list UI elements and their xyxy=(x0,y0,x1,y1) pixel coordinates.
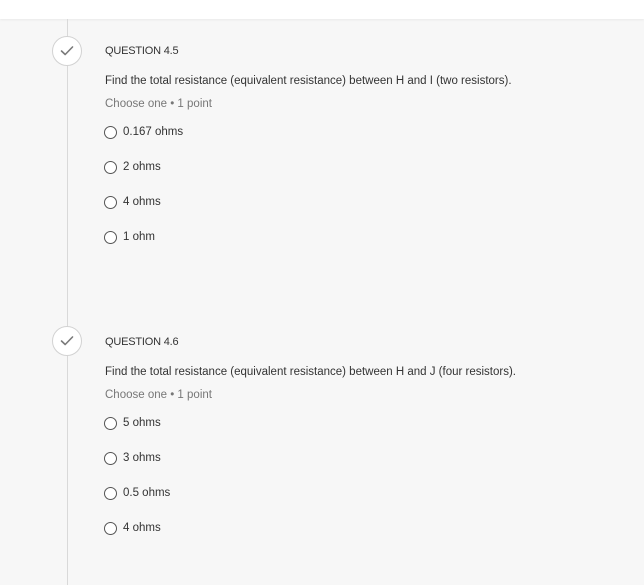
option-label: 2 ohms xyxy=(123,161,161,173)
radio-button[interactable] xyxy=(104,522,117,535)
option-4-ohms[interactable] xyxy=(104,193,161,211)
answered-check-icon xyxy=(52,326,82,356)
option-3-ohms[interactable] xyxy=(104,449,161,467)
radio-button[interactable] xyxy=(104,196,117,209)
option-0-5-ohms[interactable] xyxy=(104,484,170,502)
option-label: 4 ohms xyxy=(123,196,161,208)
radio-button[interactable] xyxy=(104,417,117,430)
option-label: 1 ohm xyxy=(123,231,155,243)
option-label: 5 ohms xyxy=(123,417,161,429)
option-5-ohms[interactable] xyxy=(104,414,161,432)
option-label: 3 ohms xyxy=(123,452,161,464)
top-header-bar xyxy=(0,0,644,19)
question-meta: Choose one • 1 point xyxy=(105,98,212,110)
option-label: 0.5 ohms xyxy=(123,487,171,499)
radio-button[interactable] xyxy=(104,487,117,500)
option-2-ohms[interactable] xyxy=(104,158,161,176)
option-1-ohm[interactable] xyxy=(104,228,155,246)
question-text: Find the total resistance (equivalent resistance) between H and J (four resistors). xyxy=(105,366,516,378)
question-text: Find the total resistance (equivalent resistance) between H and I (two resistors). xyxy=(105,75,512,87)
check-icon xyxy=(60,45,74,57)
radio-button[interactable] xyxy=(104,452,117,465)
question-label: QUESTION 4.5 xyxy=(105,45,179,57)
radio-button[interactable] xyxy=(104,126,117,139)
option-0-167-ohms[interactable] xyxy=(104,123,183,141)
option-label: 4 ohms xyxy=(123,522,161,534)
answered-check-icon xyxy=(52,36,82,66)
timeline-line xyxy=(67,19,68,585)
radio-button[interactable] xyxy=(104,231,117,244)
option-label: 0.167 ohms xyxy=(123,126,184,138)
question-meta: Choose one • 1 point xyxy=(105,389,212,401)
question-label: QUESTION 4.6 xyxy=(105,336,179,348)
option-4-ohms-b[interactable] xyxy=(104,519,161,537)
check-icon xyxy=(60,335,74,347)
radio-button[interactable] xyxy=(104,161,117,174)
